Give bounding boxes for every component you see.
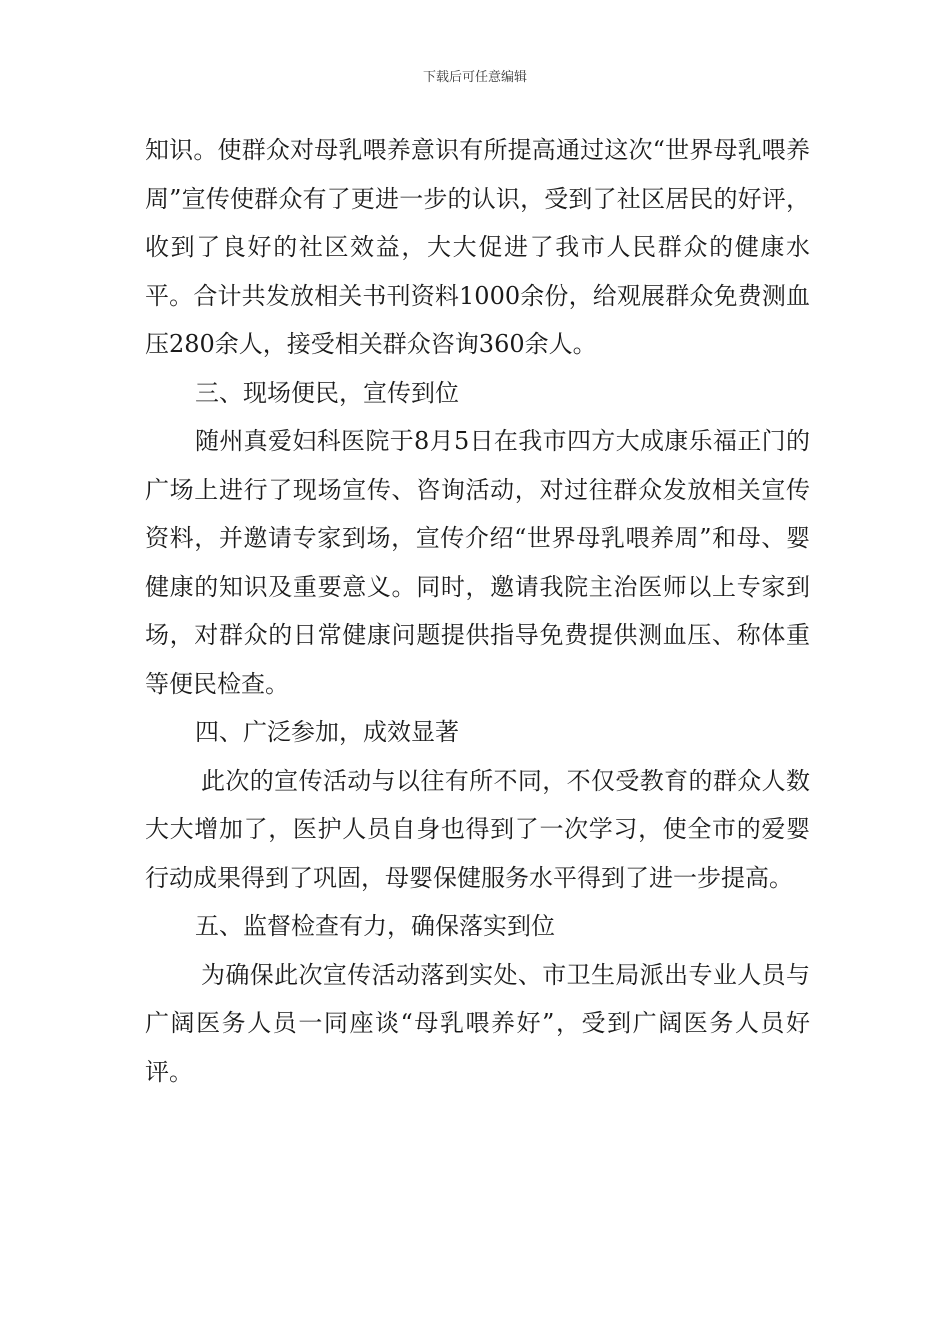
section-heading-three: 三、现场便民，宣传到位	[195, 378, 459, 407]
section-heading-five: 五、监督检查有力，确保落实到位	[195, 912, 555, 940]
paragraph-section-five: 为确保此次宣传活动落到实处、市卫生局派出专业人员与广阔医务人员一同座谈“母乳喂养好”，受到广阔医务人员好评。	[145, 960, 810, 1086]
paragraph-section-four: 此次的宣传活动与以往有所不同，不仅受教育的群众人数大大增加了，医护人员自身也得到了一次学习，使全市的爱婴行动成果得到了巩固，母婴保健服务水平得到了进一步提高。	[145, 766, 810, 892]
paragraph-section-three: 随州真爱妇科医院于8月5日在我市四方大成康乐福正门的广场上进行了现场宣传、咨询活动，对过往群众发放相关宣传资料，并邀请专家到场，宣传介绍“世界母乳喂养周”和母、婴健康的知识及重要意义。同时，邀请我院主治医师以上专家到场，对群众的日常健康问题提供指导免费提供测血压、称体重等便民检查。	[145, 427, 810, 698]
page-header-note: 下载后可任意编辑	[422, 70, 527, 85]
paragraph-continuation: 知识。使群众对母乳喂养意识有所提高通过这次“世界母乳喂养周”宣传使群众有了更进一步的认识，受到了社区居民的好评，收到了良好的社区效益，大大促进了我市人民群众的健康水平。合计共发放相关书刊资料1000余份，给观展群众免费测血压280余人，接受相关群众咨询360余人。	[145, 136, 810, 358]
document-body	[145, 126, 810, 1096]
section-heading-four: 四、广泛参加，成效显著	[195, 718, 459, 746]
